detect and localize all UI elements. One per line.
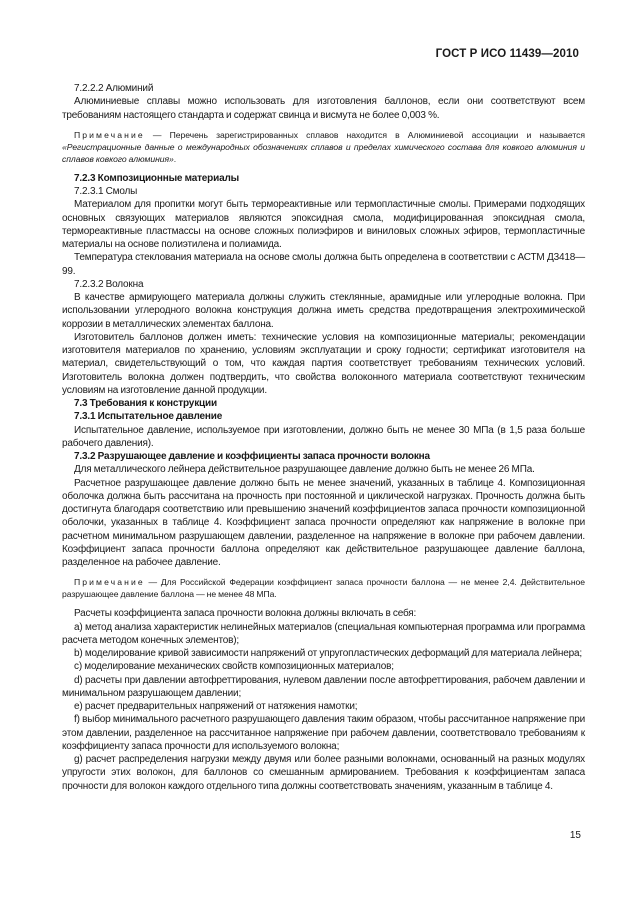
list-item-a: а) метод анализа характеристик нелинейных материалов (специальная компьютерная программа или программа расчета методом конечных элементов); [62,621,585,646]
note-italic-text: «Регистрационные данные о международных обозначениях сплавов и пределах химического состава для ковкого алюминия и сплавов ковкого алюминия» [62,141,585,164]
section-heading-design-requirements: 7.3 Требования к конструкции [74,398,217,409]
page-number: 15 [569,830,581,841]
note-label: Примечание [74,577,145,588]
paragraph-manufacturer-requirements: Изготовитель баллонов должен иметь: технические условия на композиционные материалы; рекомендации изготовителя материалов по хранению, условиям эксплуатации и сроку годности; сертификат изготовителя на материал, свидетельствующий о том, что каждая партия соответствует требованиям технических условий. Изготовитель волокна должен подтвердить, что свойства волоконного материала соответствуют техническим условиям на изготовление данной продукции. [62,331,585,396]
paragraph-calculations-intro: Расчеты коэффициента запаса прочности волокна должны включать в себя: [74,608,417,620]
note-text-end: . [173,153,177,164]
subsection-heading-aluminum: 7.2.2.2 Алюминий [74,83,154,94]
document-header: ГОСТ Р ИСО 11439—2010 [435,48,579,60]
list-item-f: f) выбор минимального расчетного разрушающего давления таким образом, чтобы рассчитанное напряжение при этом давлении, разделенное на рассчитанное напряжение при рабочем давлении, соответствовало требованиям к коэффициенту запаса прочности для используемого волокна; [62,714,585,752]
section-heading-burst-pressure: 7.3.2 Разрушающее давление и коэффициенты запаса прочности волокна [74,451,430,462]
list-item-d: d) расчеты при давлении автофреттирования, нулевом давлении после автофреттирования, рабочем давлении и минимальном разрушающем давлении; [62,674,585,699]
list-item-e: e) расчет предварительных напряжений от натяжения намотки; [74,701,358,712]
page-body [62,82,585,793]
list-item-b: b) моделирование кривой зависимости напряжений от упругопластических деформаций для материала лейнера; [74,648,582,659]
paragraph-test-pressure: Испытательное давление, используемое при изготовлении, должно быть не менее 30 МПа (в 1,5 раза больше рабочего давления). [62,424,585,449]
paragraph-liner-burst: Для металлического лейнера действительное разрушающее давление должно быть не менее 26 МПа. [74,464,535,476]
note-label: Примечание [74,129,145,140]
list-item-c: c) моделирование механических свойств композиционных материалов; [74,661,394,673]
section-heading-test-pressure: 7.3.1 Испытательное давление [74,411,223,423]
note-text: — Перечень зарегистрированных сплавов находится в Алюминиевой ассоциации и называется [144,129,585,140]
subsection-heading-fibers: 7.2.3.2 Волокна [74,278,144,290]
paragraph-design-burst: Расчетное разрушающее давление должно быть не менее значений, указанных в таблице 4. Композиционная оболочка должна быть рассчитана на прочность при постоянной и циклической нагрузках. Прочность должна быть достигнута благодаря соответствию или превышению значений коэффициентов запаса прочности композиционной оболочки, указанных в таблице 4. Коэффициент запаса прочности определяют как напряжение в волокне при расчетном минимальном разрушающем давлении, разделенное на напряжение в волокне при рабочем давлении. Коэффициент запаса прочности баллона определяют как действительное разрушающее давление баллона, разделенное на рабочее давление. [62,477,585,568]
section-heading-composites: 7.2.3 Композиционные материалы [74,172,239,184]
note-text: — Для Российской Федерации коэффициент запаса прочности баллона — не менее 2,4. Действительное разрушающее давление баллона — не менее 48 МПа. [62,577,585,600]
note-russian-federation [62,576,585,600]
paragraph-resins: Материалом для пропитки могут быть термореактивные или термопластичные смолы. Примерами подходящих основных связующих материалов являются эпоксидная смола, модифицированная эпоксидная смола, термореактивные пластмассы на основе сложных полиэфиров и виниловых сложных эфиров, термопластичные материалы на основе полиэтилена и полиамида. [62,199,585,250]
paragraph-glass-transition: Температура стеклования материала на основе смолы должна быть определена в соответствии с АСТМ Д3418—99. [62,252,585,277]
list-item-g: g) расчет распределения нагрузки между двумя или более разными волокнами, основанный на разных модулях упругости этих волокон, для баллонов со смешанным армированием. Требования к коэффициентам запаса прочности для волокон каждого отдельного типа должны соответствовать значениям, указанным в таблице 4. [62,754,585,792]
paragraph-reinforcing-fibers: В качестве армирующего материала должны служить стеклянные, арамидные или углеродные волокна. При использовании углеродного волокна конструкция должна иметь средства предотвращения электрохимической коррозии в металлических элементах баллона. [62,292,585,330]
subsection-heading-resins: 7.2.3.1 Смолы [74,186,138,197]
paragraph-aluminum-alloys: Алюминиевые сплавы можно использовать для изготовления баллонов, если они соответствуют всем требованиям настоящего стандарта и содержат свинца и висмута не более 0,003 %. [62,96,585,121]
note-aluminum-association [62,129,585,165]
